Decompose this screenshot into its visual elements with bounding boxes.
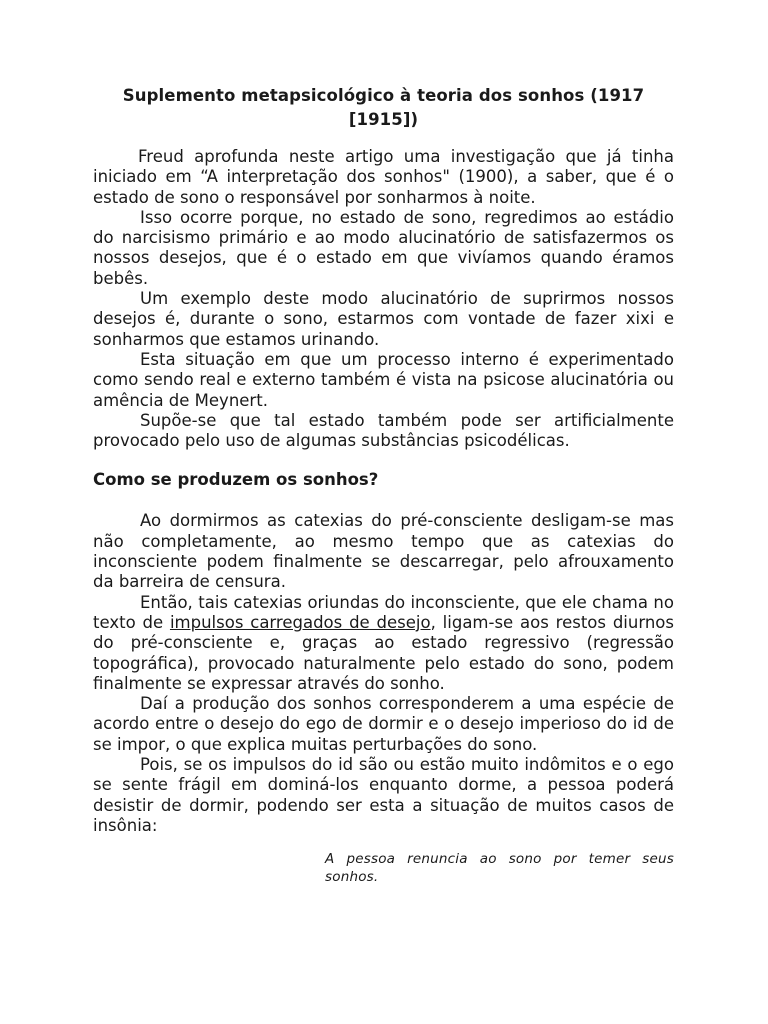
paragraph-freud-investigation: Freud aprofunda neste artigo uma investigação que já tinha iniciado em “A interpretação dos sonhos" (1900), a saber, que é o estado de sono o responsável por sonharmos à noite. <box>93 147 674 207</box>
paragraph-meynert: Esta situação em que um processo interno é experimentado como sendo real e externo também é vista na psicose alucinatória ou amência de Meynert. <box>93 349 674 410</box>
paragraph-text-after: , ligam-se aos restos diurnos do pré-consciente e, graças ao estado regressivo (regressão topográfica), provocado naturalmente pelo estado do sono, podem finalmente se expressar através do sonho. <box>93 612 674 693</box>
paragraph-hallucinatory-example: Um exemplo deste modo alucinatório de suprirmos nossos desejos é, durante o sono, estarmos com vontade de fazer xixi e sonharmos que estamos urinando. <box>93 289 674 349</box>
paragraph-psychedelics: Supõe-se que tal estado também pode ser artificialmente provocado pelo uso de algumas substâncias psicodélicas. <box>93 410 674 451</box>
paragraph-cathexis: Ao dormirmos as catexias do pré-consciente desligam-se mas não completamente, ao mesmo tempo que as catexias do inconsciente podem finalmente se descarregar, pelo afrouxamento da barreira de censura. <box>93 511 674 592</box>
block-quote: A pessoa renuncia ao sono por temer seus sonhos. <box>325 851 674 886</box>
paragraph-insomnia: Pois, se os impulsos do id são ou estão muito indômitos e o ego se sente frágil em dominá-los enquanto dorme, a pessoa poderá desistir de dormir, podendo ser esta a situação de muitos casos de insônia: <box>93 755 674 835</box>
underlined-term: impulsos carregados de desejo <box>169 612 431 632</box>
section-heading: Como se produzem os sonhos? <box>93 470 379 490</box>
paragraph-narcissism: Isso ocorre porque, no estado de sono, regredimos ao estádio do narcisismo primário e ao modo alucinatório de satisfazermos os nossos desejos, que é o estado em que vivíamos quando éramos bebês. <box>93 207 674 288</box>
paragraph-dream-production: Daí a produção dos sonhos corresponderem a uma espécie de acordo entre o desejo do ego de dormir e o desejo imperioso do id de se impor, o que explica muitas perturbações do sono. <box>93 694 674 754</box>
document-title: Suplemento metapsicológico à teoria dos sonhos (1917 [1915]) <box>122 86 645 129</box>
paragraph-wish-impulses <box>93 593 674 694</box>
paragraph-text-before: Então, tais catexias oriundas do inconsciente, que ele chama no texto de <box>93 592 674 632</box>
